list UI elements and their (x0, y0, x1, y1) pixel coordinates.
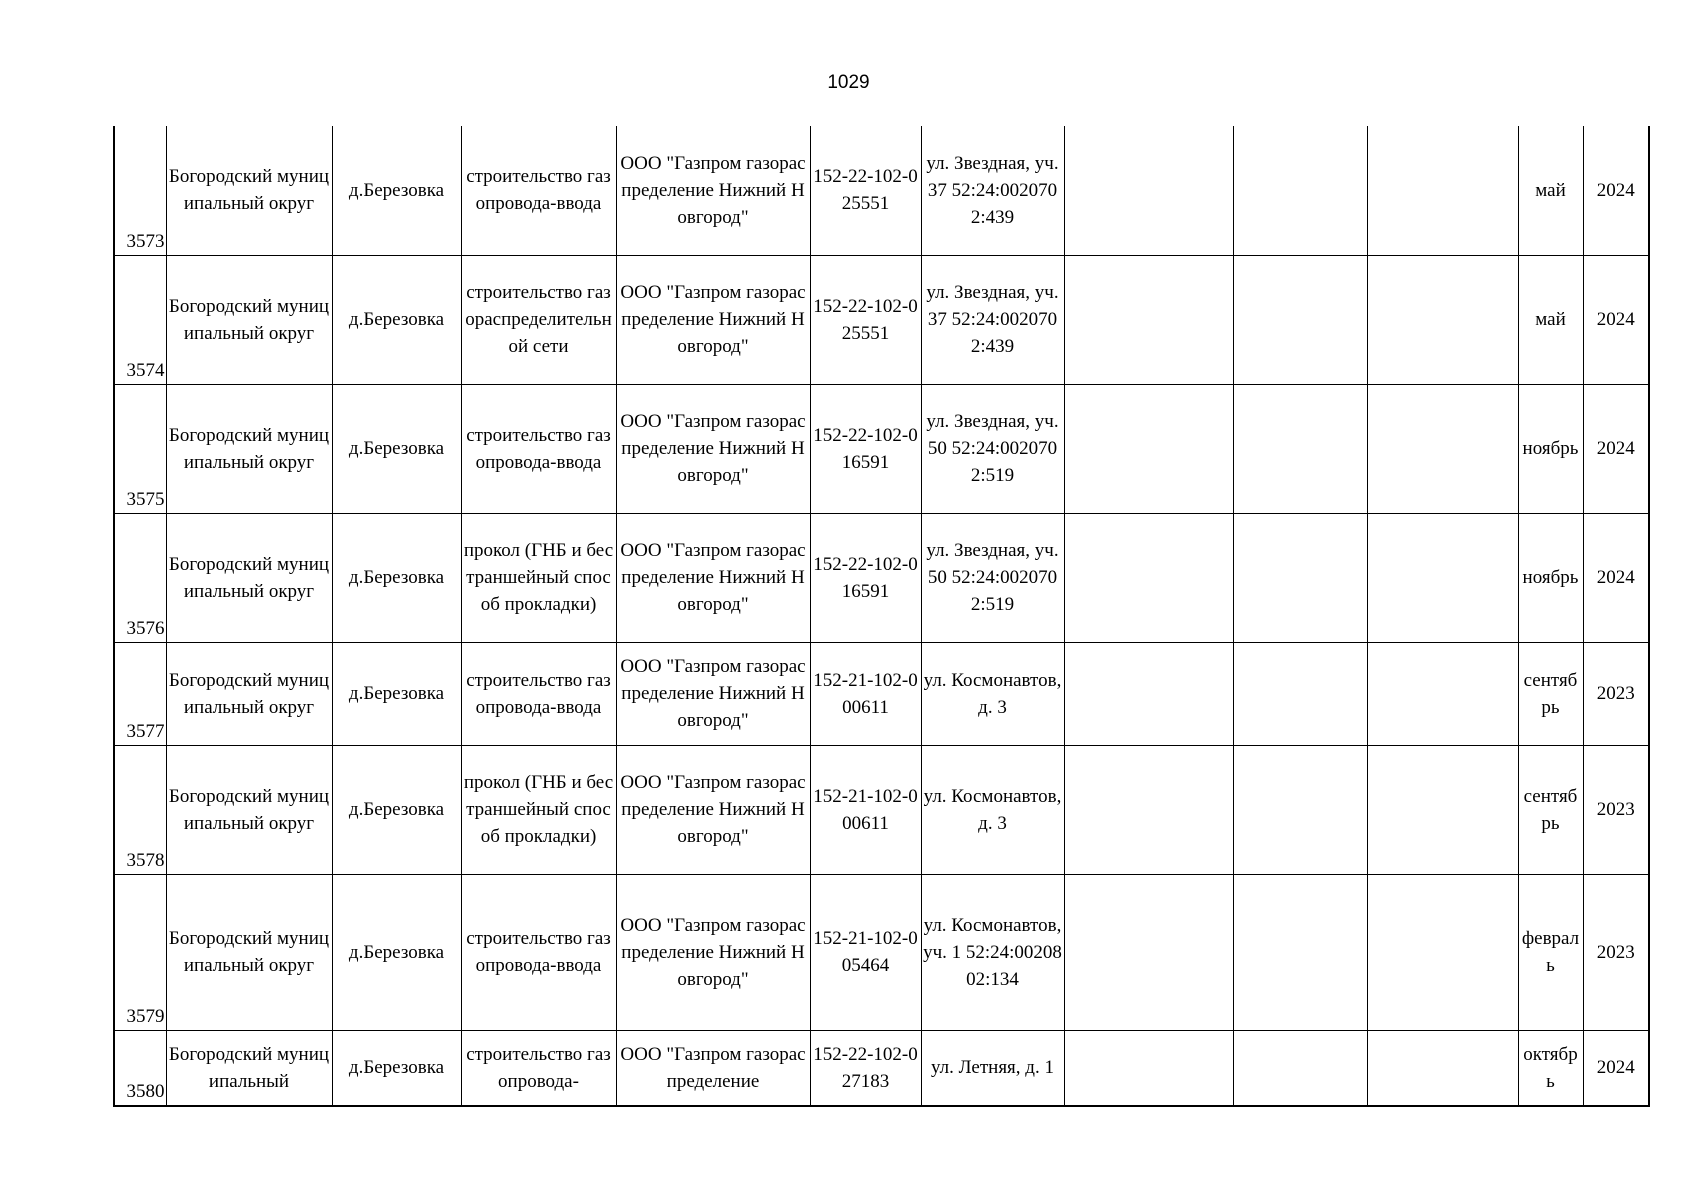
empty-cell (1367, 642, 1518, 745)
settlement-cell: д.Березовка (332, 513, 461, 642)
settlement-cell: д.Березовка (332, 874, 461, 1030)
empty-cell (1233, 642, 1367, 745)
organization-cell: ООО "Газпром газораспределение Нижний Новгород" (616, 642, 810, 745)
empty-cell (1233, 1030, 1367, 1106)
table-row (114, 255, 1649, 384)
row-number: 3580 (114, 1030, 166, 1106)
table-row (114, 874, 1649, 1030)
organization-cell: ООО "Газпром газораспределение Нижний Новгород" (616, 126, 810, 255)
district-cell: Богородский муниципальный (166, 1030, 332, 1106)
empty-cell (1233, 513, 1367, 642)
address-cell: ул. Космонавтов, уч. 1 52:24:0020802:134 (921, 874, 1064, 1030)
empty-cell (1064, 384, 1233, 513)
empty-cell (1064, 745, 1233, 874)
row-number: 3576 (114, 513, 166, 642)
table-row (114, 384, 1649, 513)
empty-cell (1064, 642, 1233, 745)
empty-cell (1064, 1030, 1233, 1106)
district-cell: Богородский муниципальный округ (166, 255, 332, 384)
work-type-cell: строительство газопровода-ввода (461, 126, 616, 255)
organization-cell: ООО "Газпром газораспределение Нижний Новгород" (616, 874, 810, 1030)
address-cell: ул. Космонавтов, д. 3 (921, 745, 1064, 874)
district-cell: Богородский муниципальный округ (166, 642, 332, 745)
empty-cell (1367, 126, 1518, 255)
row-number: 3575 (114, 384, 166, 513)
year-cell: 2024 (1583, 513, 1649, 642)
address-cell: ул. Звездная, уч. 50 52:24:0020702:519 (921, 513, 1064, 642)
empty-cell (1233, 126, 1367, 255)
page-number: 1029 (827, 72, 870, 93)
empty-cell (1367, 745, 1518, 874)
empty-cell (1367, 1030, 1518, 1106)
work-type-cell: прокол (ГНБ и бестраншейный способ прокладки) (461, 745, 616, 874)
address-cell: ул. Звездная, уч. 37 52:24:0020702:439 (921, 255, 1064, 384)
empty-cell (1367, 513, 1518, 642)
month-cell: май (1518, 255, 1583, 384)
table-row (114, 513, 1649, 642)
year-cell: 2023 (1583, 642, 1649, 745)
settlement-cell: д.Березовка (332, 255, 461, 384)
table-row (114, 745, 1649, 874)
settlement-cell: д.Березовка (332, 126, 461, 255)
year-cell: 2024 (1583, 1030, 1649, 1106)
settlement-cell: д.Березовка (332, 1030, 461, 1106)
work-type-cell: строительство газопровода-ввода (461, 642, 616, 745)
settlement-cell: д.Березовка (332, 642, 461, 745)
year-cell: 2024 (1583, 255, 1649, 384)
address-cell: ул. Летняя, д. 1 (921, 1030, 1064, 1106)
empty-cell (1233, 384, 1367, 513)
address-cell: ул. Космонавтов, д. 3 (921, 642, 1064, 745)
work-type-cell: строительство газораспределительной сети (461, 255, 616, 384)
table-row (114, 642, 1649, 745)
application-code-cell: 152-21-102-000611 (810, 642, 921, 745)
work-type-cell: прокол (ГНБ и бестраншейный способ прокладки) (461, 513, 616, 642)
year-cell: 2024 (1583, 126, 1649, 255)
organization-cell: ООО "Газпром газораспределение Нижний Новгород" (616, 513, 810, 642)
year-cell: 2024 (1583, 384, 1649, 513)
address-cell: ул. Звездная, уч. 50 52:24:0020702:519 (921, 384, 1064, 513)
district-cell: Богородский муниципальный округ (166, 384, 332, 513)
address-cell: ул. Звездная, уч. 37 52:24:0020702:439 (921, 126, 1064, 255)
year-cell: 2023 (1583, 874, 1649, 1030)
month-cell: сентябрь (1518, 745, 1583, 874)
empty-cell (1064, 513, 1233, 642)
month-cell: май (1518, 126, 1583, 255)
empty-cell (1064, 126, 1233, 255)
district-cell: Богородский муниципальный округ (166, 126, 332, 255)
organization-cell: ООО "Газпром газораспределение (616, 1030, 810, 1106)
year-cell: 2023 (1583, 745, 1649, 874)
district-cell: Богородский муниципальный округ (166, 874, 332, 1030)
application-code-cell: 152-21-102-000611 (810, 745, 921, 874)
work-type-cell: строительство газопровода- (461, 1030, 616, 1106)
work-type-cell: строительство газопровода-ввода (461, 874, 616, 1030)
application-code-cell: 152-22-102-025551 (810, 126, 921, 255)
district-cell: Богородский муниципальный округ (166, 745, 332, 874)
month-cell: сентябрь (1518, 642, 1583, 745)
settlement-cell: д.Березовка (332, 384, 461, 513)
row-number: 3573 (114, 126, 166, 255)
empty-cell (1064, 874, 1233, 1030)
month-cell: ноябрь (1518, 513, 1583, 642)
gasification-registry-table (113, 126, 1650, 1107)
table-row (114, 1030, 1649, 1106)
application-code-cell: 152-22-102-016591 (810, 384, 921, 513)
month-cell: ноябрь (1518, 384, 1583, 513)
empty-cell (1367, 874, 1518, 1030)
month-cell: февраль (1518, 874, 1583, 1030)
application-code-cell: 152-22-102-027183 (810, 1030, 921, 1106)
empty-cell (1233, 745, 1367, 874)
table-row (114, 126, 1649, 255)
application-code-cell: 152-21-102-005464 (810, 874, 921, 1030)
row-number: 3577 (114, 642, 166, 745)
organization-cell: ООО "Газпром газораспределение Нижний Новгород" (616, 384, 810, 513)
empty-cell (1233, 255, 1367, 384)
settlement-cell: д.Березовка (332, 745, 461, 874)
application-code-cell: 152-22-102-025551 (810, 255, 921, 384)
organization-cell: ООО "Газпром газораспределение Нижний Новгород" (616, 745, 810, 874)
organization-cell: ООО "Газпром газораспределение Нижний Новгород" (616, 255, 810, 384)
row-number: 3578 (114, 745, 166, 874)
month-cell: октябрь (1518, 1030, 1583, 1106)
district-cell: Богородский муниципальный округ (166, 513, 332, 642)
empty-cell (1367, 255, 1518, 384)
empty-cell (1367, 384, 1518, 513)
work-type-cell: строительство газопровода-ввода (461, 384, 616, 513)
row-number: 3574 (114, 255, 166, 384)
empty-cell (1233, 874, 1367, 1030)
application-code-cell: 152-22-102-016591 (810, 513, 921, 642)
row-number: 3579 (114, 874, 166, 1030)
empty-cell (1064, 255, 1233, 384)
